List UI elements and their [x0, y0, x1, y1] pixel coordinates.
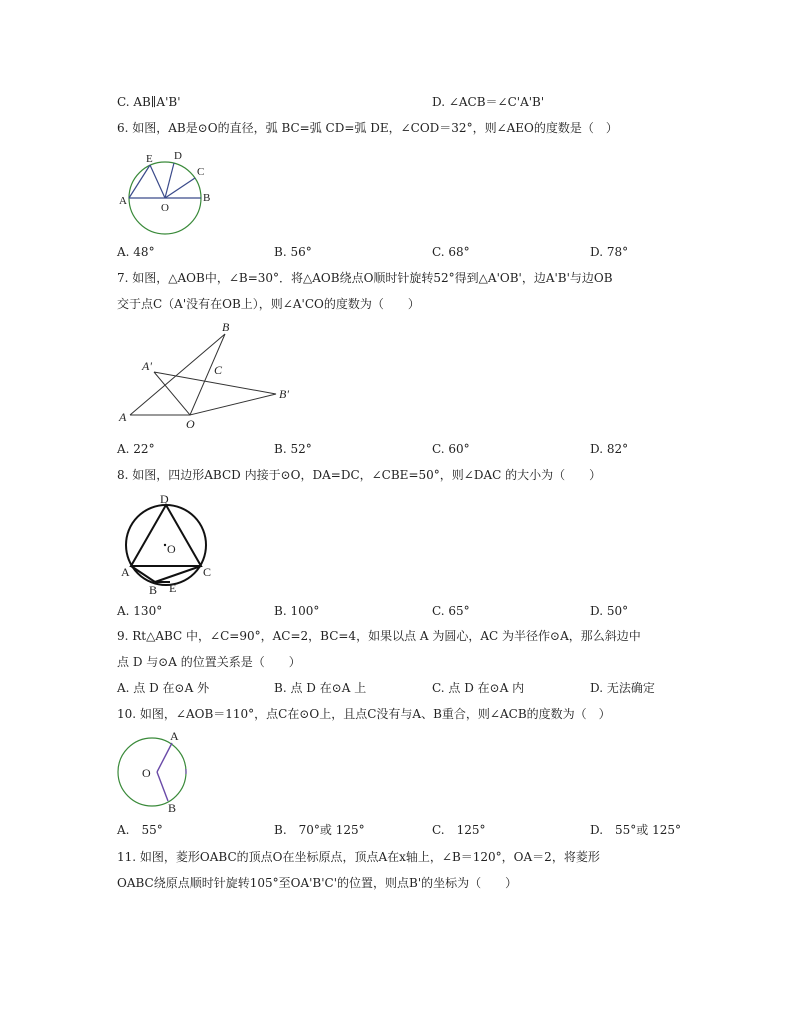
q8-option-a: A. 130° — [117, 604, 163, 618]
q7-option-d: D. 82° — [590, 442, 629, 456]
q10-figure — [110, 728, 200, 818]
q7-option-a: A. 22° — [117, 442, 155, 456]
q6-option-c: C. 68° — [432, 245, 470, 259]
q8-option-d: D. 50° — [590, 604, 629, 618]
q7-triangle-aob — [130, 334, 225, 415]
q6-label-b: B — [203, 192, 211, 204]
q11-stem-line1: 11. 如图，菱形OABC的顶点O在坐标原点，顶点A在x轴上，∠B＝120°，OA＝2，将菱形 — [117, 850, 600, 864]
q10-option-d: D. 55°或 125° — [590, 823, 681, 837]
q6-option-d: D. 78° — [590, 245, 629, 259]
q11-stem-line2: OABC绕原点顺时针旋转105°至OA'B'C'的位置，则点B'的坐标为（ ） — [117, 876, 518, 890]
q9-stem-line1: 9. Rt△ABC 中，∠C=90°，AC=2，BC=4，如果以点 A 为圆心，AC 为半径作⊙A，那么斜边中 — [117, 629, 641, 643]
q9-option-d: D. 无法确定 — [590, 681, 655, 695]
q6-segment-oe — [150, 165, 165, 198]
q6-label-e: E — [146, 153, 153, 165]
q7-label-a-prime: A' — [142, 359, 152, 373]
q10-label-b: B — [168, 801, 177, 815]
q8-center-dot — [164, 544, 166, 546]
q7-label-c: C — [214, 363, 223, 377]
q7-label-o: O — [186, 417, 195, 431]
q6-label-o: O — [161, 202, 169, 214]
q8-option-b: B. 100° — [274, 604, 320, 618]
q7-figure — [110, 318, 310, 438]
q8-segment-ab — [131, 566, 155, 582]
q5-option-c: C. AB∥A'B' — [117, 95, 181, 109]
q6-label-d: D — [174, 150, 182, 162]
q6-option-a: A. 48° — [117, 245, 155, 259]
q8-label-o: O — [167, 542, 176, 556]
q8-option-c: C. 65° — [432, 604, 470, 618]
q9-stem-line2: 点 D 与⊙A 的位置关系是（ ） — [117, 655, 301, 669]
q7-label-a: A — [119, 410, 127, 424]
q9-option-a: A. 点 D 在⊙A 外 — [117, 681, 210, 695]
q8-figure — [110, 490, 220, 600]
q8-label-b: B — [149, 583, 158, 597]
q10-option-a: A. 55° — [117, 823, 163, 837]
q8-label-a: A — [121, 565, 130, 579]
q10-option-b: B. 70°或 125° — [274, 823, 365, 837]
q10-stem: 10. 如图，∠AOB＝110°，点C在⊙O上，且点C没有与A、B重合，则∠ACB的度数为（ ） — [117, 707, 611, 721]
q8-label-c: C — [203, 565, 212, 579]
q5-option-d: D. ∠ACB＝∠C'A'B' — [432, 95, 545, 109]
q7-option-b: B. 52° — [274, 442, 312, 456]
q6-stem: 6. 如图，AB是⊙O的直径，弧 BC=弧 CD=弧 DE，∠COD＝32°，则∠AEO的度数是（ ） — [117, 121, 618, 135]
q8-stem: 8. 如图，四边形ABCD 内接于⊙O，DA=DC，∠CBE=50°，则∠DAC 的大小为（ ） — [117, 468, 602, 482]
q7-stem-line1: 7. 如图，△AOB中，∠B=30°．将△AOB绕点O顺时针旋转52°得到△A'OB'，边A'B'与边OB — [117, 271, 613, 285]
q6-figure — [110, 148, 220, 240]
q9-option-c: C. 点 D 在⊙A 内 — [432, 681, 525, 695]
q7-stem-line2: 交于点C（A'没有在OB上），则∠A'CO的度数为（ ） — [117, 297, 420, 311]
q6-label-c: C — [197, 166, 205, 178]
q6-label-a: A — [119, 195, 127, 207]
q10-segment-oa — [157, 743, 172, 772]
q10-label-o: O — [142, 766, 151, 780]
q10-label-a: A — [170, 729, 179, 743]
q10-circle — [118, 738, 186, 806]
q10-segment-ob — [157, 772, 168, 801]
q10-option-c: C. 125° — [432, 823, 486, 837]
q7-label-b: B — [222, 320, 230, 334]
q6-option-b: B. 56° — [274, 245, 312, 259]
q7-label-b-prime: B' — [279, 387, 289, 401]
q8-label-e: E — [169, 581, 177, 595]
q8-label-d: D — [160, 492, 169, 506]
q6-segment-ae — [129, 165, 150, 198]
q7-option-c: C. 60° — [432, 442, 470, 456]
q9-option-b: B. 点 D 在⊙A 上 — [274, 681, 367, 695]
